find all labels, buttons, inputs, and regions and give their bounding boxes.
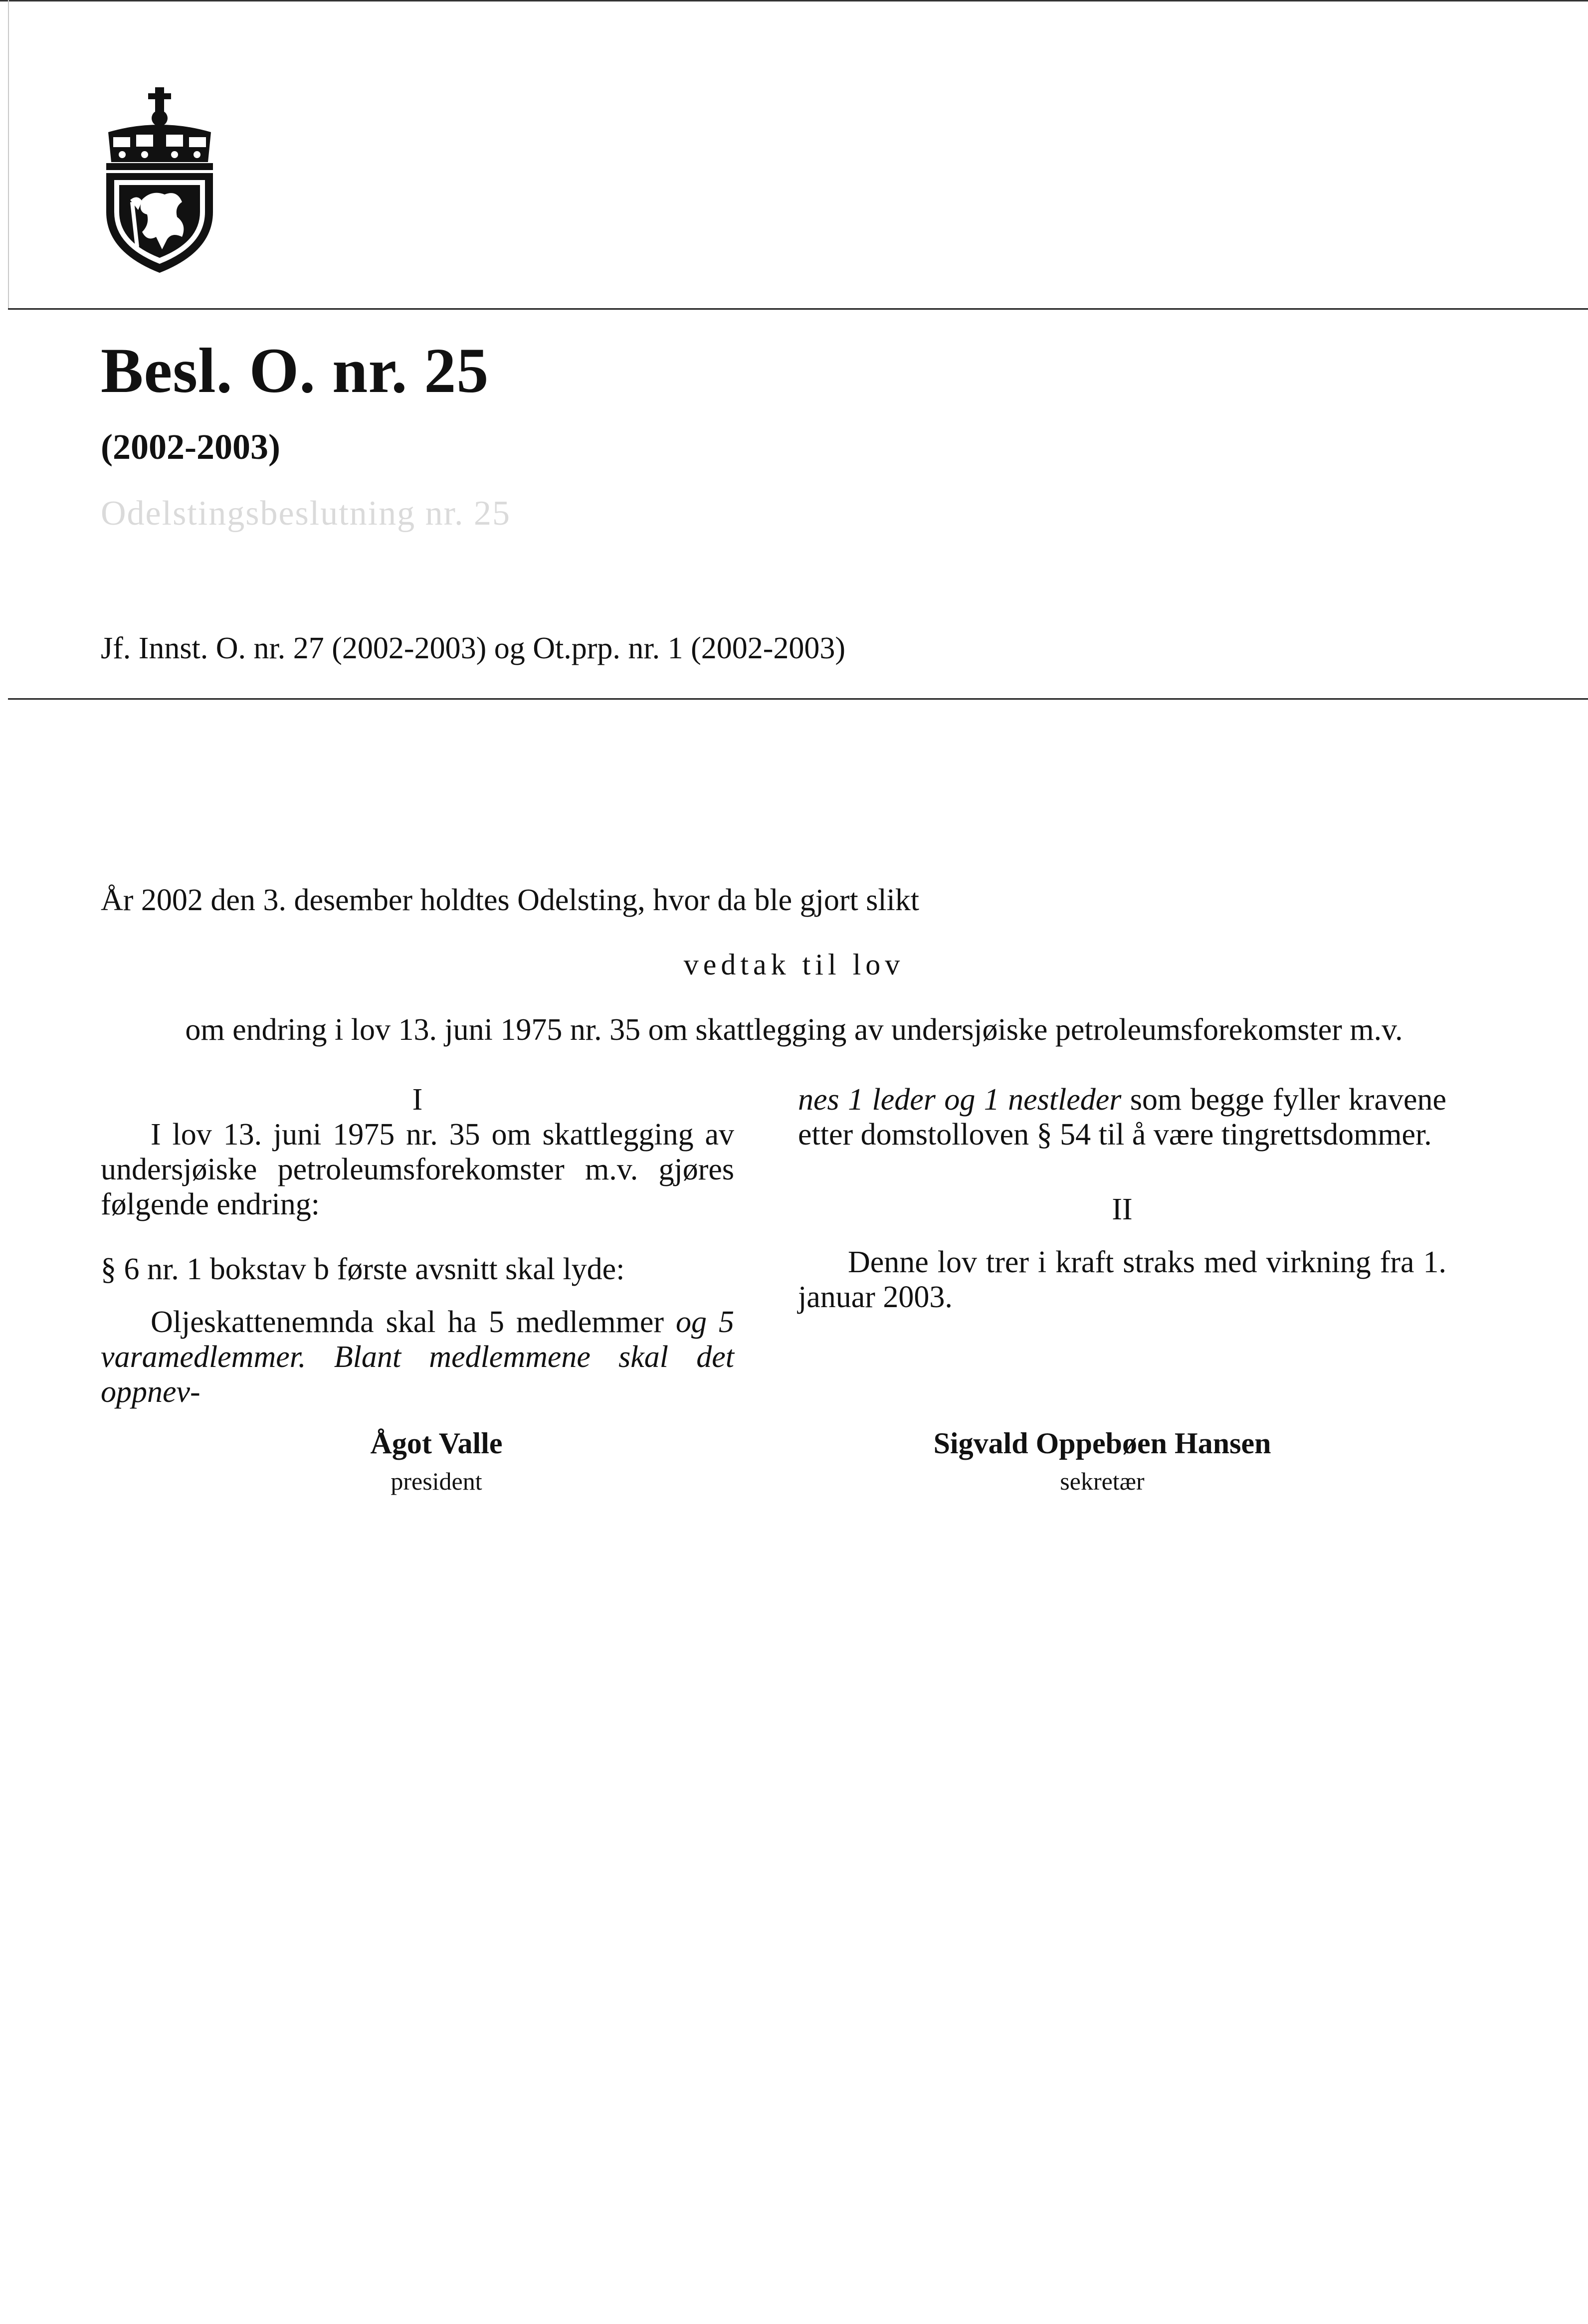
effective-date-paragraph: Denne lov trer i kraft straks med virkning fra 1. januar 2003. (798, 1245, 1446, 1314)
provision-paragraph: § 6 nr. 1 bokstav b første avsnitt skal lyde: (101, 1252, 625, 1286)
header-top-rule (8, 308, 1588, 310)
faded-subtitle: Odelstingsbeslutning nr. 25 (101, 494, 511, 533)
right-column (798, 1082, 1446, 1315)
new-text-paragraph (101, 1305, 734, 1409)
page-top-edge (0, 0, 1588, 1)
law-subject: om endring i lov 13. juni 1975 nr. 35 om skattlegging av undersjøiske petroleumsforekomster m.v. (185, 1013, 1403, 1047)
norwegian-coat-of-arms-icon (102, 87, 217, 274)
continuation-paragraph (798, 1082, 1446, 1152)
document-reference: Jf. Innst. O. nr. 27 (2002-2003) og Ot.prp. nr. 1 (2002-2003) (101, 631, 846, 665)
intro-text: År 2002 den 3. desember holdtes Odelsting, hvor da ble gjort slikt (101, 883, 920, 917)
page-left-edge (8, 0, 9, 309)
new-text-italic: og 5 varamedlemmer. Blant medlemmene skal det oppnev- (101, 1305, 734, 1409)
document-title: Besl. O. nr. 25 (101, 335, 489, 406)
vedtak-heading: vedtak til lov (683, 948, 905, 981)
amendment-paragraph: I lov 13. juni 1975 nr. 35 om skattlegging av undersjøiske petroleumsforekomster m.v. gjøres følgende endring: (101, 1118, 734, 1221)
section-number-i: I (412, 1083, 423, 1117)
left-column (101, 1082, 734, 1409)
continuation-normal: som begge fyller kravene etter domstolloven § 54 til å være tingrettsdommer. (798, 1083, 1446, 1152)
signature-name: Sigvald Oppebøen Hansen (933, 1427, 1271, 1460)
new-text-normal: Oljeskattenemnda skal ha 5 medlemmer (151, 1305, 676, 1339)
signature-secretary (878, 1426, 1327, 1496)
header-bottom-rule (8, 698, 1588, 700)
signature-role: president (391, 1467, 482, 1495)
signature-name: Ågot Valle (370, 1427, 503, 1460)
continuation-italic: nes 1 leder og 1 nestleder (798, 1083, 1122, 1117)
signature-president (212, 1426, 661, 1496)
session-years: (2002-2003) (101, 427, 280, 467)
section-number-ii: II (1112, 1192, 1133, 1226)
signature-role: sekretær (1060, 1467, 1145, 1495)
